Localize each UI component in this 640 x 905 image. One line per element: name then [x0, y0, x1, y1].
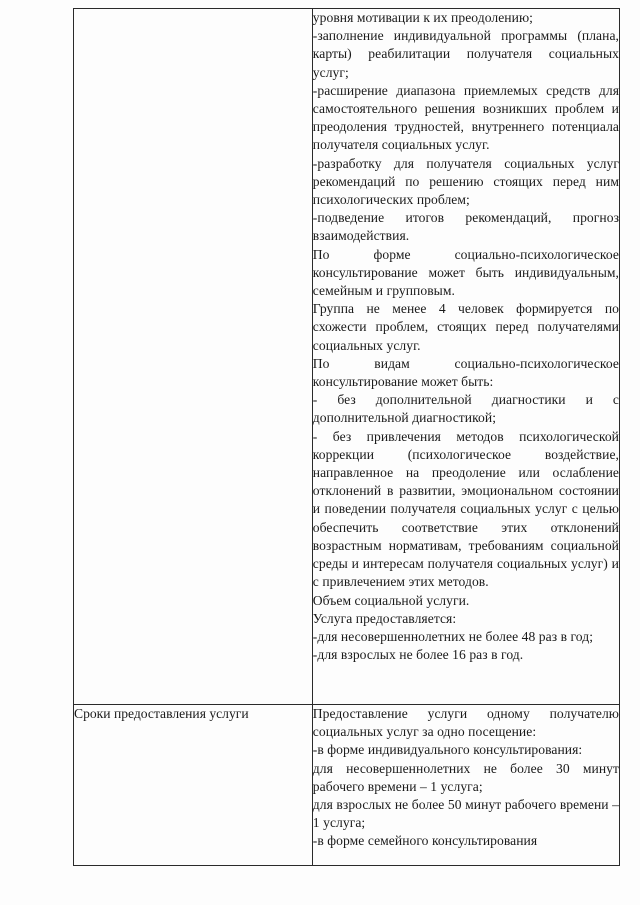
paragraph: По видам социально-психологическое консультирование может быть:	[312, 355, 619, 390]
table-row	[74, 705, 620, 866]
paragraph: уровня мотивации к их преодолению;	[312, 10, 533, 25]
paragraph: По форме социально-психологическое консультирование может быть индивидуальным, семейным и групповым.	[312, 246, 619, 299]
paragraph: Услуга предоставляется:	[312, 610, 457, 626]
table-cell-label	[74, 705, 313, 866]
table-cell-content	[312, 9, 619, 705]
paragraph: -расширение диапазона приемлемых средств для самостоятельного решения возникших проблем и преодоления трудностей, внутреннего потенциала получателя социальных услуг.	[312, 82, 619, 153]
row-label: Сроки предоставления услуги	[74, 706, 249, 721]
paragraph: -подведение итогов рекомендаций, прогноз взаимодействия.	[312, 210, 619, 244]
paragraph: -в форме индивидуального консультирования:	[312, 742, 583, 758]
paragraph: Объем социальной услуги.	[312, 592, 470, 608]
service-description-table	[73, 8, 620, 866]
paragraph: - без привлечения методов психологической коррекции (психологическое воздействие, направленное на преодоление или ослабление отклонений в развитии, эмоциональном состоянии и поведении получателя социальных услуг с целью обеспечить соответствие этих отклонений возрастным нормативам, требованиям социальной среды и интересам получателя социальных услуг) и с привлечением этих методов.	[312, 428, 619, 590]
paragraph: -в форме семейного консультирования	[312, 833, 538, 849]
paragraph: Группа не менее 4 человек формируется по схожести проблем, стоящих перед получателями социальных услуг.	[312, 301, 619, 353]
table-cell-content	[312, 705, 619, 866]
table-row	[74, 9, 620, 705]
paragraph: для несовершеннолетних не более 30 минут рабочего времени – 1 услуга;	[312, 760, 619, 794]
table-cell-label	[74, 9, 313, 705]
paragraph: -заполнение индивидуальной программы (плана, карты) реабилитации получателя социальных услуг;	[312, 28, 619, 80]
paragraph: -для взрослых не более 16 раз в год.	[312, 647, 524, 663]
paragraph: -разработку для получателя социальных услуг рекомендаций по решению стоящих перед ним психологических проблем;	[312, 155, 619, 208]
paragraph: Предоставление услуги одному получателю социальных услуг за одно посещение:	[312, 706, 619, 740]
paragraph: -для несовершеннолетних не более 48 раз в год;	[312, 628, 594, 644]
paragraph: для взрослых не более 50 минут рабочего времени – 1 услуга;	[312, 797, 619, 831]
paragraph: - без дополнительной диагностики и с дополнительной диагностикой;	[312, 392, 619, 426]
